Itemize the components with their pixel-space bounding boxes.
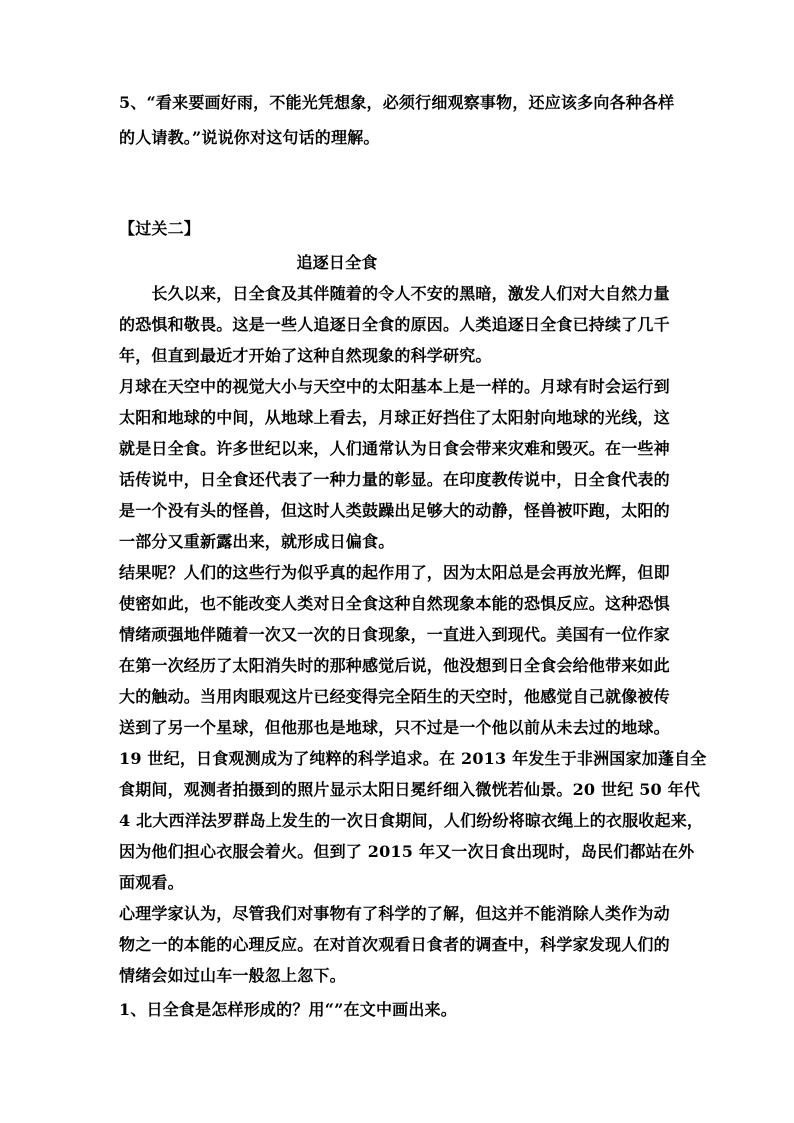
passage-line: 的恐惧和敬畏。这是一些人追逐日全食的原因。人类追逐日全食已持续了几千 xyxy=(119,315,670,334)
passage-line: 在第一次经历了太阳消失时的那种感觉后说，他没想到日全食会给他带来如此 xyxy=(119,656,670,675)
passage-line: 大的触动。当用肉眼观这片已经变得完全陌生的天空时，他感觉自己就像被传 xyxy=(119,687,670,706)
passage-line: 食期间，观测者拍摄到的照片显示太阳日冕纤细入微恍若仙景。20 世纪 50 年代 xyxy=(119,780,701,799)
section-heading: 【过关二】 xyxy=(119,219,201,238)
passage-line: 面观看。 xyxy=(119,873,184,892)
passage-line: 长久以来，日全食及其伴随着的令人不安的黑暗，激发人们对大自然力量 xyxy=(119,284,670,303)
passage-line: 心理学家认为，尽管我们对事物有了科学的了解，但这并不能消除人类作为动 xyxy=(119,904,670,923)
passage-line: 情绪会如过山车一般忽上忽下。 xyxy=(119,966,346,985)
passage-line: 就是日全食。许多世纪以来，人们通常认为日食会带来灾难和毁灭。在一些神 xyxy=(119,439,670,458)
passage-line: 年，但直到最近才开始了这种自然现象的科学研究。 xyxy=(119,346,492,365)
passage-line: 因为他们担心衣服会着火。但到了 2015 年又一次日食出现时，岛民们都站在外 xyxy=(119,842,695,861)
passage-line: 送到了另一个星球，但他那也是地球，只不过是一个他以前从未去过的地球。 xyxy=(119,718,670,737)
passage-line: 太阳和地球的中间，从地球上看去，月球正好挡住了太阳射向地球的光线，这 xyxy=(119,408,670,427)
passage-title: 追逐日全食 xyxy=(296,253,378,272)
passage-line: 结果呢？人们的这些行为似乎真的起作用了，因为太阳总是会再放光辉，但即 xyxy=(119,563,670,582)
passage-line: 使密如此，也不能改变人类对日全食这种自然现象本能的恐惧反应。这种恐惧 xyxy=(119,594,670,613)
question-5-line-2: 的人请教。”说说你对这句话的理解。 xyxy=(119,128,380,147)
passage-line: 物之一的本能的心理反应。在对首次观看日食者的调查中，科学家发现人们的 xyxy=(119,935,670,954)
passage-line: 情绪顽强地伴随着一次又一次的日食现象，一直进入到现代。美国有一位作家 xyxy=(119,625,670,644)
passage-line: 是一个没有头的怪兽，但这时人类鼓躁出足够大的动静，怪兽被吓跑，太阳的 xyxy=(119,501,670,520)
question-5-line-1: 5、“看来要画好雨，不能光凭想象，必须行细观察事物，还应该多向各种各样 xyxy=(119,93,675,112)
question-1: 1、日全食是怎样形成的？用“”在文中画出来。 xyxy=(119,1000,457,1019)
passage-line: 一部分又重新露出来，就形成日偏食。 xyxy=(119,532,395,551)
passage-line: 话传说中，日全食还代表了一种力量的彰显。在印度教传说中，日全食代表的 xyxy=(119,470,670,489)
passage-line: 4 北大西洋法罗群岛上发生的一次日食期间，人们纷纷将晾衣绳上的衣服收起来， xyxy=(119,811,704,830)
passage-line: 19 世纪，日食观测成为了纯粹的科学追求。在 2013 年发生于非洲国家加蓬自全 xyxy=(119,749,707,768)
passage-line: 月球在天空中的视觉大小与天空中的太阳基本上是一样的。月球有时会运行到 xyxy=(119,377,670,396)
